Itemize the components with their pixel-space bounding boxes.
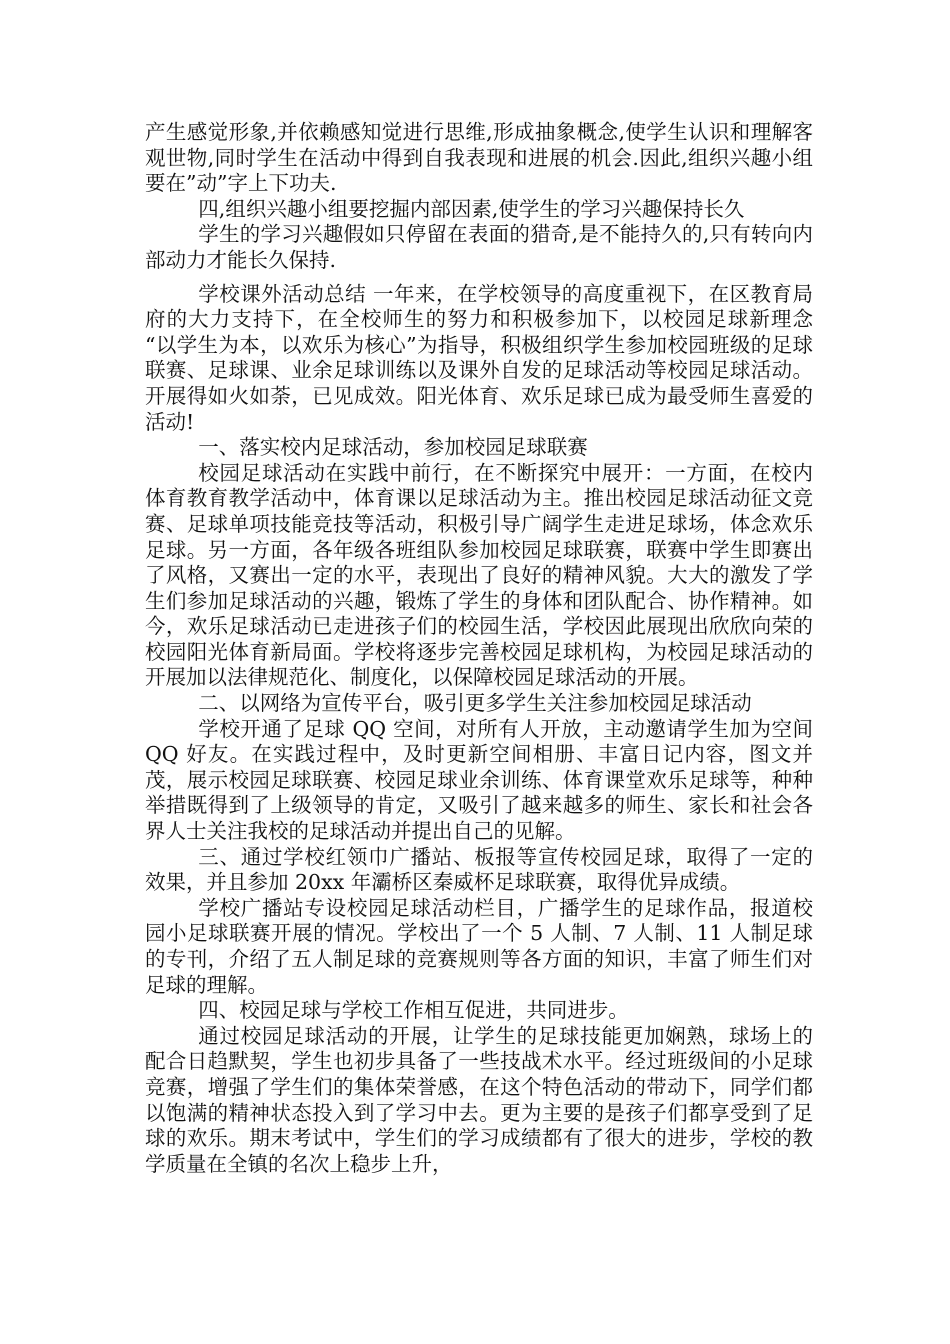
section-heading-three: 三、通过学校红领巾广播站、板报等宣传校园足球，取得了一定的效果，并且参加 20xx 年灞桥区秦威杯足球联赛，取得优异成绩。 xyxy=(145,844,813,895)
section-heading-four: 四、校园足球与学校工作相互促进，共同进步。 xyxy=(198,998,629,1023)
paragraph-heading-four-interest: 四,组织兴趣小组要挖掘内部因素,使学生的学习兴趣保持长久 xyxy=(198,196,745,221)
paragraph-section-two: 学校开通了足球 QQ 空间，对所有人开放，主动邀请学生加为空间 QQ 好友。在实践过程中，及时更新空间相册、丰富日记内容，图文并茂，展示校园足球联赛、校园足球业余训练、体育课堂欢乐足球等，种种举措既得到了上级领导的肯定，又吸引了越来越多的师生、家长和社会各界人士关注我校的足球活动并提出自己的见解。 xyxy=(145,716,813,844)
section-heading-one: 一、落实校内足球活动，参加校园足球联赛 xyxy=(198,435,588,460)
paragraph-continuation: 产生感觉形象,并依赖感知觉进行思维,形成抽象概念,使学生认识和理解客观世物,同时学生在活动中得到自我表现和进展的机会.因此,组织兴趣小组要在”动”字上下功夫. xyxy=(145,120,813,196)
paragraph-section-four: 通过校园足球活动的开展，让学生的足球技能更加娴熟，球场上的配合日趋默契，学生也初步具备了一些技战术水平。经过班级间的小足球竞赛，增强了学生们的集体荣誉感，在这个特色活动的带动下，同学们都以饱满的精神状态投入到了学习中去。更为主要的是孩子们都享受到了足球的欢乐。期末考试中，学生们的学习成绩都有了很大的进步，学校的教学质量在全镇的名次上稳步上升， xyxy=(145,1023,813,1176)
section-heading-two: 二、以网络为宣传平台，吸引更多学生关注参加校园足球活动 xyxy=(198,691,752,716)
paragraph-interest-lasting: 学生的学习兴趣假如只停留在表面的猎奇,是不能持久的,只有转向内部动力才能长久保持. xyxy=(145,222,813,272)
document-body xyxy=(145,120,813,1177)
paragraph-section-three: 学校广播站专设校园足球活动栏目，广播学生的足球作品，报道校园小足球联赛开展的情况。学校出了一个 5 人制、7 人制、11 人制足球的专刊，介绍了五人制足球的竞赛规则等各方面的知识，丰富了师生们对足球的理解。 xyxy=(145,895,813,997)
paragraph-section-one: 校园足球活动在实践中前行，在不断探究中展开：一方面，在校内体育教育教学活动中，体育课以足球活动为主。推出校园足球活动征文竞赛、足球单项技能竞技等活动，积极引导广阔学生走进足球场，体念欢乐足球。另一方面，各年级各班组队参加校园足球联赛，联赛中学生即赛出了风格，又赛出一定的水平，表现出了良好的精神风貌。大大的激发了学生们参加足球活动的兴趣，锻炼了学生的身体和团队配合、协作精神。如今，欢乐足球活动已走进孩子们的校园生活，学校因此展现出欣欣向荣的校园阳光体育新局面。学校将逐步完善校园足球机构，为校园足球活动的开展加以法律规范化、制度化，以保障校园足球活动的开展。 xyxy=(145,460,813,690)
paragraph-summary-intro: 学校课外活动总结 一年来，在学校领导的高度重视下，在区教育局府的大力支持下，在全校师生的努力和积极参加下，以校园足球新理念 “以学生为本，以欢乐为核心”为指导，积极组织学生参加校园班级的足球联赛、足球课、业余足球训练以及课外自发的足球活动等校园足球活动。开展得如火如荼，已见成效。阳光体育、欢乐足球已成为最受师生喜爱的活动! xyxy=(145,281,813,434)
